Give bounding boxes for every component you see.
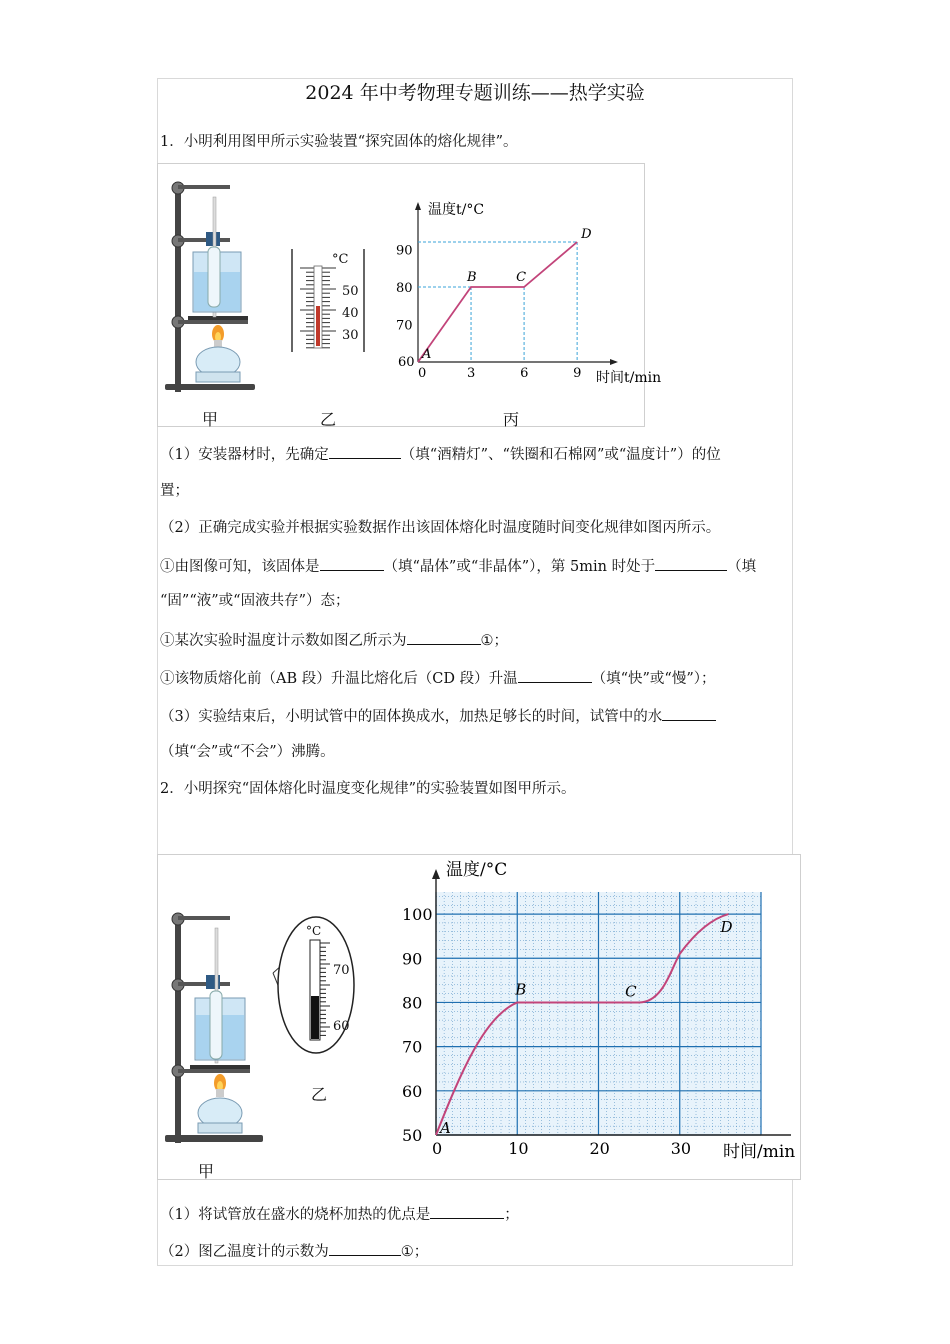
q1-label-jia: 甲 [202, 410, 219, 429]
q2-label-jia: 甲 [198, 1162, 215, 1181]
q1-part3-blank[interactable] [662, 705, 716, 721]
q1-thermo-tick-50: 50 [342, 284, 359, 299]
point-label-d: D [720, 918, 733, 937]
point-label-d: D [581, 227, 592, 242]
x-tick-label: 3 [467, 366, 476, 381]
y-axis-label: 温度t/°C [428, 202, 485, 218]
q2-apparatus-jia [160, 903, 280, 1163]
q1-sub1-text-b: （填“晶体”或“非晶体”），第 5min 时处于 [383, 559, 656, 575]
q2-chart [398, 857, 798, 1177]
x-tick-label: 6 [520, 366, 529, 381]
x-tick-label: 0 [418, 366, 427, 381]
x-tick-label: 20 [589, 1139, 610, 1158]
q1-sub3-text-a: ①该物质熔化前（AB 段）升温比熔化后（CD 段）升温 [160, 671, 518, 687]
q1-sub3-blank[interactable] [518, 667, 592, 683]
q2-part1-text-a: （1）将试管放在盛水的烧杯加热的优点是 [160, 1207, 431, 1223]
q1-thermo-tick-30: 30 [342, 328, 359, 343]
q1-label-yi: 乙 [320, 410, 337, 429]
x-axis-label: 时间/min [723, 1142, 796, 1162]
q1-part1-line2: 置； [160, 483, 189, 499]
q1-sub2-text-b: ①； [480, 633, 508, 649]
y-tick-label: 90 [396, 243, 413, 259]
y-tick-label: 70 [396, 318, 413, 334]
q1-sub1-text-a: ①由图像可知，该固体是 [160, 559, 320, 575]
q2-thermometer-yi [268, 915, 358, 1095]
q1-sub1-blank2[interactable] [655, 555, 727, 571]
q1-sub2-blank[interactable] [407, 629, 481, 645]
y-tick-label: 80 [402, 993, 423, 1013]
q2-thermo-tick-60: 60 [333, 1019, 350, 1034]
x-axis-arrow [610, 359, 618, 365]
q2-label-yi: 乙 [311, 1085, 328, 1104]
y-tick-label: 60 [402, 1081, 423, 1101]
point-label-b: B [467, 270, 477, 285]
q1-part1-text-a: （1）安装器材时，先确定 [160, 447, 329, 463]
q2-figure [157, 854, 801, 1180]
q1-part1-blank[interactable] [329, 443, 401, 459]
q2-part2 [160, 1240, 428, 1262]
q1-sub1-text-c: （填 [727, 559, 757, 575]
q2-thermo-unit: °C [306, 924, 322, 938]
q1-figure [157, 163, 662, 429]
q1-part3-line2: （填“会”或“不会”）沸腾。 [160, 744, 335, 760]
q2-part1-blank[interactable] [430, 1203, 504, 1219]
q2-part2-text-b: ①； [400, 1244, 429, 1260]
y-tick-label: 70 [402, 1037, 423, 1057]
y-tick-label: 90 [402, 949, 423, 969]
page-title: 2024 年中考物理专题训练——热学实验 [305, 82, 645, 104]
q2-thermo-tick-70: 70 [333, 963, 350, 978]
y-axis-arrow [432, 869, 440, 879]
q1-part3-line1 [160, 705, 716, 727]
q1-thermometer-yi [286, 244, 376, 354]
q1-sub2-text-a: ①某次实验时温度计示数如图乙所示为 [160, 633, 407, 649]
y-tick-label: 80 [396, 281, 413, 296]
q1-label-bing: 丙 [503, 410, 520, 429]
q1-chart-bing [388, 194, 662, 394]
x-tick-label: 9 [573, 366, 582, 381]
q2-part1 [160, 1203, 519, 1225]
series-line [418, 242, 577, 362]
q1-part2: （2）正确完成实验并根据实验数据作出该固体熔化时温度随时间变化规律如图丙所示。 [160, 520, 721, 536]
y-axis-label: 温度/°C [446, 860, 508, 880]
q1-part2-sub1-line1 [160, 555, 756, 577]
x-tick-label: 10 [508, 1139, 529, 1158]
y-tick-label: 50 [402, 1126, 423, 1145]
q1-part1-text-b: （填“酒精灯”、“铁圈和石棉网”或“温度计”）的位 [400, 447, 721, 463]
x-axis-label: 时间t/min [596, 370, 662, 386]
x-tick-label: 30 [670, 1139, 692, 1158]
q2-part2-text-a: （2）图乙温度计的示数为 [160, 1244, 329, 1260]
q1-thermo-tick-40: 40 [342, 306, 359, 321]
q1-part2-sub2 [160, 629, 508, 651]
y-tick-label: 100 [402, 905, 433, 925]
point-label-b: B [515, 980, 527, 999]
q2-stem: 2．小明探究“固体熔化时温度变化规律”的实验装置如图甲所示。 [160, 781, 576, 797]
q1-part2-sub1-line2: “固”“液”或“固液共存”）态； [160, 593, 350, 609]
q1-stem: 1．小明利用图甲所示实验装置“探究固体的熔化规律”。 [160, 134, 518, 150]
q1-apparatus-jia [160, 172, 280, 412]
q1-part3-text-a: （3）实验结束后，小明试管中的固体换成水，加热足够长的时间，试管中的水 [160, 709, 663, 725]
q1-part2-sub3 [160, 667, 715, 689]
point-label-c: C [625, 982, 637, 1001]
y-axis-arrow [415, 202, 421, 210]
q1-sub3-text-b: （填“快”或“慢”）； [591, 671, 716, 687]
point-label-a: A [422, 347, 432, 362]
q1-thermo-unit: °C [332, 252, 349, 267]
y-tick-label: 60 [398, 355, 415, 370]
q2-part1-text-b: ； [504, 1207, 519, 1223]
x-tick-label: 0 [432, 1139, 443, 1158]
q2-part2-blank[interactable] [329, 1240, 401, 1256]
point-label-c: C [516, 270, 527, 285]
q1-part1-line1 [160, 443, 721, 465]
q1-sub1-blank1[interactable] [320, 555, 384, 571]
point-label-a: A [440, 1119, 451, 1137]
